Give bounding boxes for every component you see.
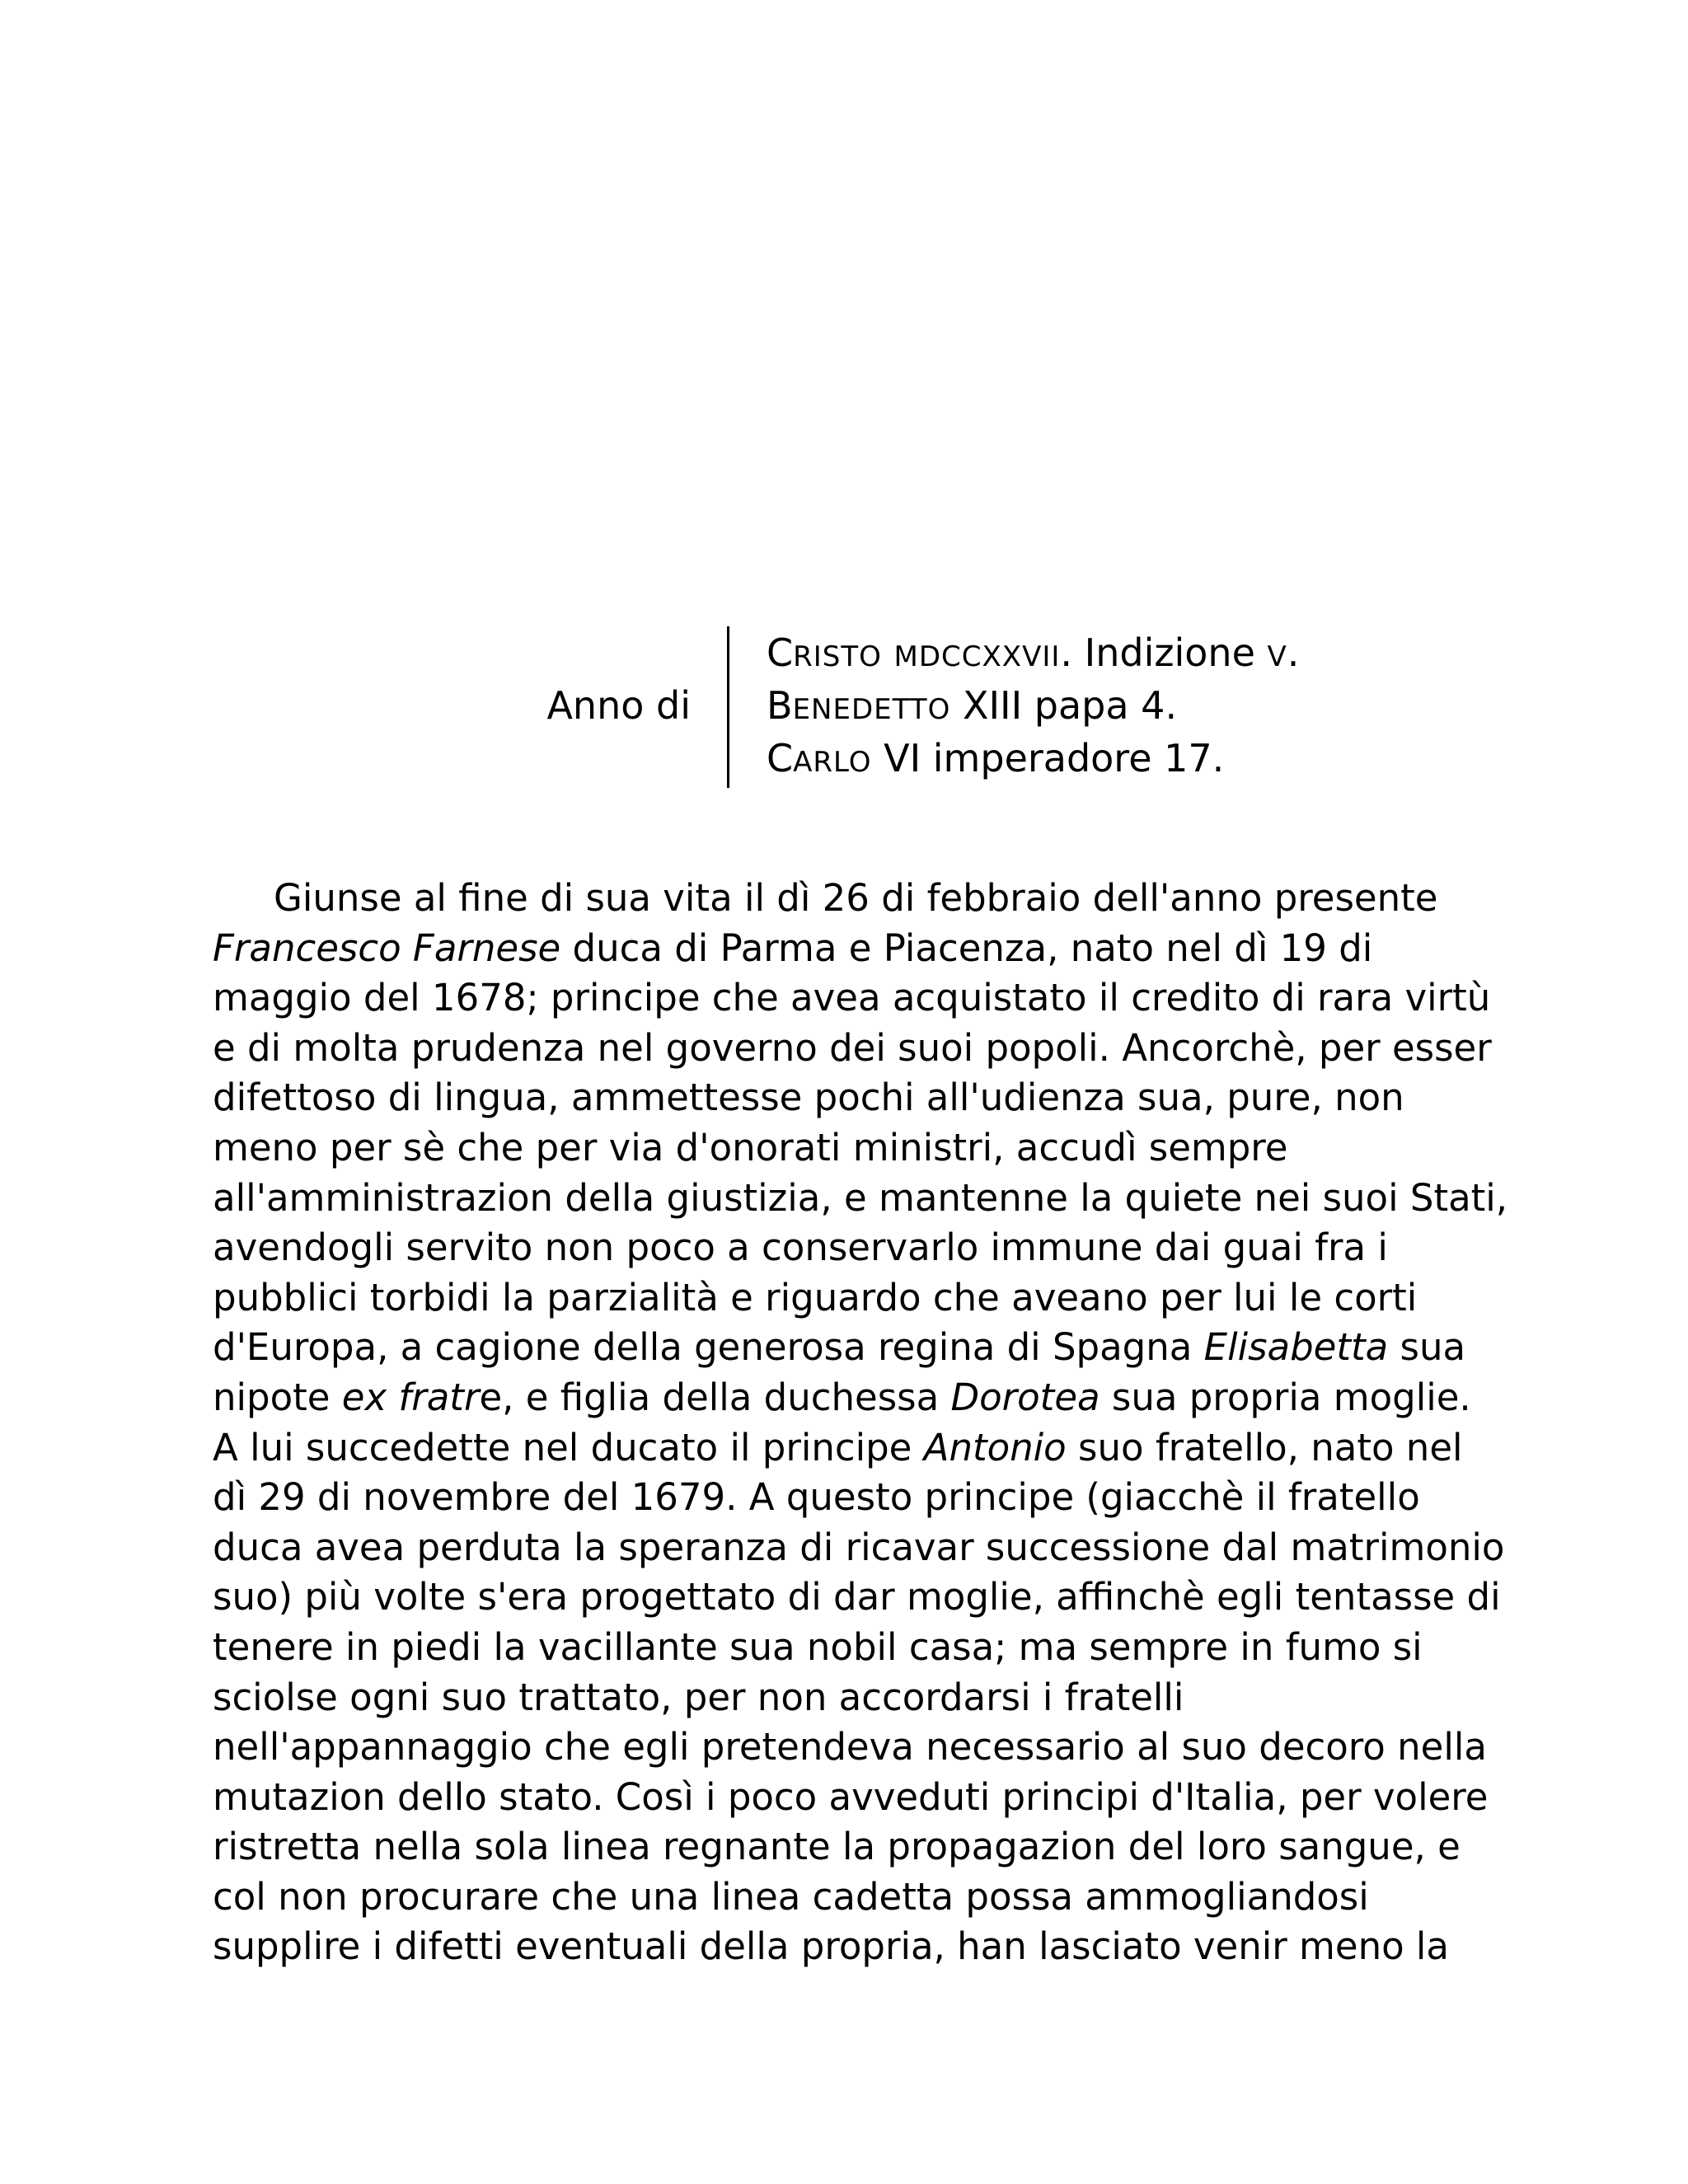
text-line: suo) più volte s'era progettato di dar moglie, affinchè egli tentasse di	[213, 1575, 1501, 1619]
text-segment: e, e figlia della duchessa	[479, 1375, 951, 1419]
text-line: maggio del 1678; principe che avea acquistato il credito di rara virtù	[213, 976, 1491, 1020]
header-line-cristo	[767, 626, 1299, 679]
text-line: meno per sè che per via d'onorati ministri, accudì sempre	[213, 1125, 1288, 1169]
text-line: col non procurare che una linea cadetta possa ammogliandosi	[213, 1874, 1369, 1919]
text-line: mutazion dello stato. Così i poco avveduti principi d'Italia, per volere	[213, 1774, 1489, 1819]
anno-label: Anno di	[546, 683, 691, 728]
text-line: nell'appannaggio che egli pretendeva necessario al suo decoro nella	[213, 1725, 1487, 1769]
header-lines	[767, 626, 1299, 785]
text-segment: d'Europa, a cagione della generosa regina di Spagna	[213, 1325, 1204, 1370]
text-segment: sua propria moglie.	[1100, 1375, 1471, 1419]
text-line	[213, 1423, 1498, 1474]
text-line: tenere in piedi la vacillante sua nobil casa; ma sempre in fumo si	[213, 1624, 1423, 1669]
header-divider	[727, 626, 729, 788]
header-line-papa	[767, 679, 1299, 732]
text-segment: sua	[1388, 1325, 1466, 1370]
text-segment: suo fratello, nato nel	[1066, 1425, 1463, 1469]
text-line	[213, 1373, 1498, 1423]
text-line: avendogli servito non poco a conservarlo immune dai guai fra i	[213, 1226, 1388, 1270]
papa-text: XIII papa 4.	[950, 683, 1178, 728]
text-line: sciolse ogni suo trattato, per non accordarsi i fratelli	[213, 1675, 1184, 1719]
sc-initial: C	[767, 736, 794, 780]
text-line: duca avea perduta la speranza di ricavar successione dal matrimonio	[213, 1525, 1505, 1569]
italic-name: Elisabetta	[1203, 1325, 1389, 1370]
text-line: difettoso di lingua, ammettesse pochi all'udienza sua, pure, non	[213, 1076, 1404, 1120]
text-segment: duca di Parma e Piacenza, nato nel dì 19 di	[560, 926, 1373, 970]
sc-rest: ENEDETTO	[792, 693, 951, 726]
text-line: e di molta prudenza nel governo dei suoi popoli. Ancorchè, per esser	[213, 1025, 1492, 1070]
text-segment: nipote	[213, 1375, 342, 1419]
italic-name: Antonio	[923, 1425, 1067, 1469]
sc-initial: B	[767, 683, 793, 728]
imperadore-text: VI imperadore 17.	[871, 736, 1225, 780]
header-line-imperadore	[767, 732, 1299, 785]
italic-name: Francesco Farnese	[213, 926, 561, 970]
year-numeral: MDCCXXVII	[893, 640, 1061, 673]
text-line: Giunse al fine di sua vita il dì 26 di febbraio dell'anno presente	[274, 876, 1438, 920]
indizione-numeral: V	[1267, 640, 1287, 673]
sc-initial: C	[767, 630, 794, 675]
text-line: dì 29 di novembre del 1679. A questo principe (giacchè il fratello	[213, 1475, 1420, 1520]
sc-rest: RISTO	[793, 640, 882, 673]
line-end: .	[1287, 630, 1300, 675]
text-line: all'amministrazion della giustizia, e mantenne la quiete nei suoi Stati,	[213, 1175, 1508, 1220]
text-line: pubblici torbidi la parzialità e riguardo che aveano per lui le corti	[213, 1275, 1418, 1319]
italic-phrase: ex fratr	[341, 1375, 480, 1419]
body-paragraph	[213, 874, 1508, 1972]
text-line: ristretta nella sola linea regnante la propagazion del loro sangue, e	[213, 1825, 1461, 1869]
text-line: supplire i difetti eventuali della propria, han lasciato venir meno la	[213, 1924, 1450, 1969]
indizione-text: . Indizione	[1060, 630, 1268, 675]
text-line	[213, 924, 1498, 974]
text-line	[213, 1323, 1498, 1373]
year-header	[0, 626, 1688, 791]
sc-rest: ARLO	[793, 746, 872, 779]
text-segment: A lui succedette nel ducato il principe	[213, 1425, 924, 1469]
italic-name: Dorotea	[950, 1375, 1100, 1419]
